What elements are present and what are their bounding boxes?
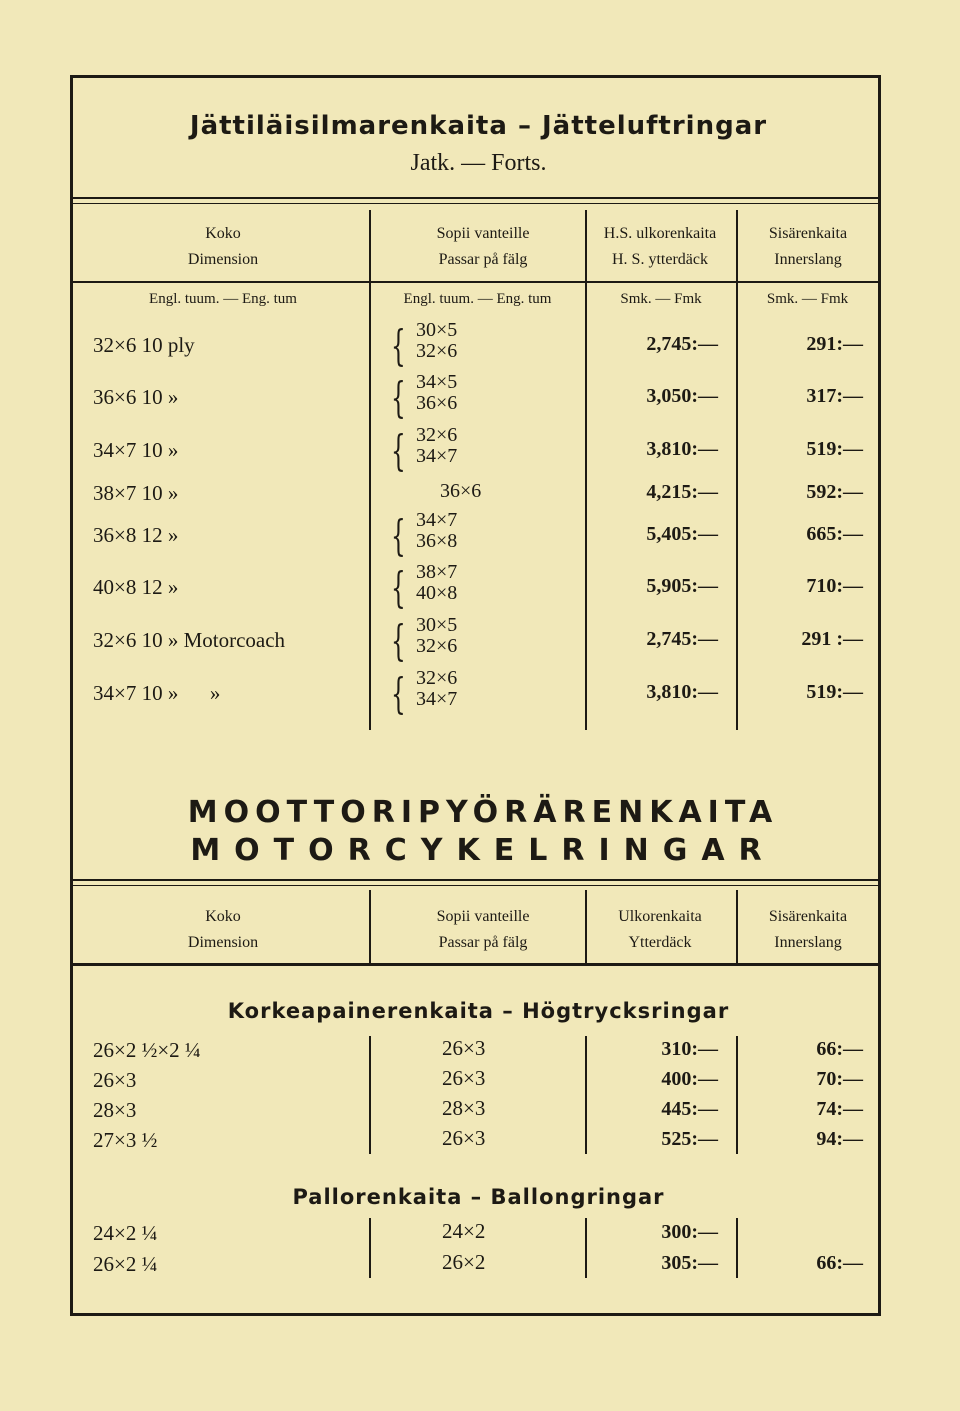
row-dimension: 34×7 10 » <box>93 438 179 462</box>
inner-price: 519:— <box>806 681 863 703</box>
header-rule <box>73 197 878 199</box>
header-rule-thin <box>73 203 878 204</box>
row-dimension: 36×8 12 » <box>93 523 179 547</box>
row-dimension: 26×3 <box>93 1068 137 1092</box>
page-title: Jättiläisilmarenkaita – Jätteluftringar <box>189 111 768 141</box>
rim-size-2: 36×8 <box>416 530 458 552</box>
rim-size-1: 30×5 <box>416 614 458 636</box>
rim-size-2: 32×6 <box>416 340 458 362</box>
divider-3 <box>736 210 738 730</box>
column-header-rule <box>73 281 878 283</box>
section2-header-rule <box>73 963 878 966</box>
row-dimension: 40×8 12 » <box>93 575 179 599</box>
inner-price: 710:— <box>806 575 863 597</box>
unit-rim: Engl. tuum. — Eng. tum <box>403 291 552 307</box>
unit-outer: Smk. — Fmk <box>620 291 702 307</box>
rim-size: 26×2 <box>442 1250 486 1274</box>
rim-size-2: 32×6 <box>416 635 458 657</box>
inner-price: 665:— <box>806 523 863 545</box>
outer-price: 300:— <box>661 1221 718 1243</box>
outer-price: 3,810:— <box>646 681 718 703</box>
divider-1 <box>369 1218 371 1278</box>
col-header-rim: Sopii vanteille Passar på fälg <box>436 225 530 268</box>
inner-price: 70:— <box>816 1068 863 1090</box>
page-subtitle: Jatk. — Forts. <box>410 150 547 176</box>
inner-price: 519:— <box>806 438 863 460</box>
inner-price: 74:— <box>816 1098 863 1120</box>
inner-price: 291:— <box>806 333 863 355</box>
unit-dimension: Engl. tuum. — Eng. tum <box>149 291 297 307</box>
row-dimension: 24×2 ¼ <box>93 1221 158 1245</box>
row-dimension: 27×3 ½ <box>93 1128 158 1152</box>
outer-price: 5,905:— <box>646 575 718 597</box>
inner-price: 317:— <box>806 385 863 407</box>
divider-2 <box>585 890 587 965</box>
rim-size-1: 38×7 <box>416 561 458 583</box>
col-header-dimension: Koko Dimension <box>187 908 259 951</box>
inner-price: 66:— <box>816 1252 863 1274</box>
brace: { <box>391 563 406 612</box>
rim-size-1: 32×6 <box>416 667 458 689</box>
col-header-dimension: Koko Dimension <box>187 225 259 268</box>
row-dimension: 32×6 10 » Motorcoach <box>93 628 286 652</box>
divider-1 <box>369 1036 371 1154</box>
rim-size-2: 36×6 <box>416 392 458 414</box>
outer-price: 5,405:— <box>646 523 718 545</box>
rim-size-1: 36×6 <box>440 480 482 502</box>
rim-size: 26×3 <box>442 1126 486 1150</box>
outer-price: 525:— <box>661 1128 718 1150</box>
outer-price: 310:— <box>661 1038 718 1060</box>
motorcycle-title-swedish: MOTORCYKELRINGAR <box>190 833 776 868</box>
motorcycle-title-finnish: MOOTTORIPYÖRÄRENKAITA <box>187 795 779 830</box>
rim-size-1: 34×7 <box>416 509 458 531</box>
row-dimension: 26×2 ½×2 ¼ <box>93 1038 201 1062</box>
brace: { <box>391 511 406 560</box>
rim-size-1: 34×5 <box>416 371 458 393</box>
brace: { <box>391 321 406 370</box>
col-header-rim: Sopii vanteille Passar på fälg <box>436 908 530 951</box>
row-dimension: 28×3 <box>93 1098 137 1122</box>
divider-1 <box>369 210 371 730</box>
brace: { <box>391 669 406 718</box>
rim-size: 26×3 <box>442 1036 486 1060</box>
inner-price: 592:— <box>806 481 863 503</box>
unit-inner: Smk. — Fmk <box>766 291 849 307</box>
rim-size: 24×2 <box>442 1219 486 1243</box>
rim-size-2: 40×8 <box>416 582 458 604</box>
col-header-inner: Sisärenkaita Innerslang <box>768 908 848 951</box>
col-header-outer: H.S. ulkorenkaita H. S. ytterdäck <box>603 225 717 268</box>
row-dimension: 26×2 ¼ <box>93 1252 158 1276</box>
rim-size: 26×3 <box>442 1066 486 1090</box>
outer-price: 2,745:— <box>646 628 718 650</box>
rim-size-2: 34×7 <box>416 688 458 710</box>
divider-3 <box>736 890 738 965</box>
outer-price: 2,745:— <box>646 333 718 355</box>
rim-size: 28×3 <box>442 1096 486 1120</box>
col-header-inner: Sisärenkaita Innerslang <box>768 225 848 268</box>
row-dimension: 38×7 10 » <box>93 481 179 505</box>
inner-price: 291 :— <box>801 628 863 650</box>
outer-price: 3,050:— <box>646 385 718 407</box>
outer-price: 445:— <box>661 1098 718 1120</box>
rim-size-1: 32×6 <box>416 424 458 446</box>
rim-size-1: 30×5 <box>416 319 458 341</box>
rim-size-2: 34×7 <box>416 445 458 467</box>
outer-price: 305:— <box>661 1252 718 1274</box>
section2-rule-thin <box>73 885 878 886</box>
row-dimension: 32×6 10 ply <box>93 333 195 357</box>
col-header-outer: Ulkorenkaita Ytterdäck <box>618 908 702 951</box>
inner-price: 66:— <box>816 1038 863 1060</box>
outer-price: 400:— <box>661 1068 718 1090</box>
divider-1 <box>369 890 371 965</box>
section2-rule <box>73 879 878 881</box>
page-frame <box>70 75 881 1316</box>
outer-price: 4,215:— <box>646 481 718 503</box>
balloon-title: Pallorenkaita – Ballongringar <box>292 1185 665 1209</box>
brace: { <box>391 426 406 475</box>
outer-price: 3,810:— <box>646 438 718 460</box>
row-dimension: 36×6 10 » <box>93 385 179 409</box>
inner-price: 94:— <box>816 1128 863 1150</box>
divider-2 <box>585 210 587 730</box>
high-pressure-title: Korkeapainerenkaita – Högtrycksringar <box>227 999 730 1023</box>
brace: { <box>391 616 406 665</box>
row-dimension: 34×7 10 » » <box>93 681 221 705</box>
brace: { <box>391 373 406 422</box>
